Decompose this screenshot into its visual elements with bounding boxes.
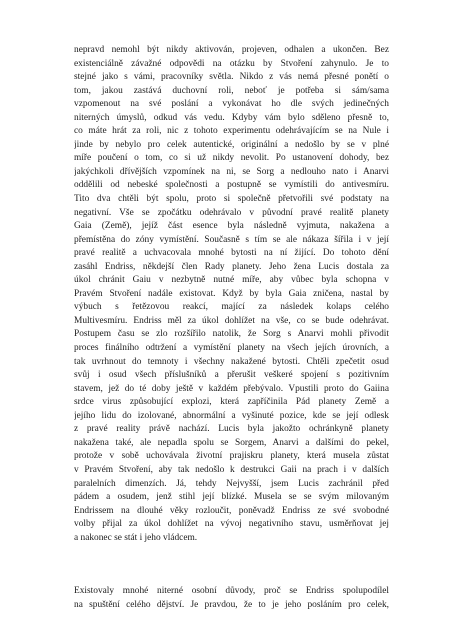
text-line: pravé realitě a uchvacovala mnohé bytosti na ní žijící. Do tohoto dění <box>74 248 389 259</box>
text-line: v Pravém Stvoření, aby tak nedošlo k destrukci Gaii na prach i v dalších <box>74 464 389 475</box>
text-line: paralelních dimenzích. Já, tehdy Nejvyšší, jsem Lucis zachránil před <box>74 478 389 489</box>
text-line: srdce virus způsobující explozi, která zapříčinila Pád planety Země a <box>74 397 389 408</box>
text-line: Gaia (Země), jejíž část esence byla následně vyjmuta, nakažena a <box>74 221 389 232</box>
text-line: míře poučení o tom, co si už nikdy nevolit. Po ustanovení dohody, bez <box>74 153 389 164</box>
text-line: Existovaly mnohé niterné osobní důvody, proč se Endriss spolupodílel <box>74 586 389 596</box>
text-line: co máte hrát za roli, nic z tohoto experimentu odehrávajícím se na Nule i <box>74 126 389 137</box>
text-line: pádem a osudem, jenž stihl její blízké. Musela se se svým milovaným <box>74 492 389 503</box>
text-line: niterných úmyslů, odkud vás vedu. Kdyby vám bylo sděleno přesně to, <box>74 112 389 123</box>
text-line: svůj i osud všech příslušníků a přerušit veškeré spojení s pozitivním <box>74 370 389 381</box>
text-line: jejího lidu do izolované, abnormální a vyšinuté pozice, kde se její odlesk <box>74 410 389 421</box>
text-line: nepravd nemohl být nikdy aktivován, projeven, odhalen a ukončen. Bez <box>74 45 389 55</box>
text-line: jinde by nebylo pro celek autentické, originální a nedošlo by se v plné <box>74 139 389 150</box>
text-line: Postupem času se zlo rozšířilo natolik, že Sorg s Anarvi mohli přivodit <box>74 329 389 340</box>
text-line: na spuštění celého dějství. Je pravdou, že to je jeho posláním pro celek, <box>74 599 389 610</box>
text-line: vzpomenout na své poslání a vykonávat ho dle svých jedinečných <box>74 99 389 110</box>
text-line: nakažena také, ale nepadla spolu se Sorgem, Anarvi a dalšími do pekel, <box>74 437 389 448</box>
text-line: stejné jako s vámi, pracovníky světla. Nikdo z vás nemá přesné ponětí o <box>74 72 389 83</box>
body-paragraph-2 <box>74 585 389 612</box>
text-line: jakýchkoli dřívějších vzpomínek na ni, se Sorg a nedlouho nato i Anarvi <box>74 166 389 177</box>
text-line: přemístěna do zóny vymístění. Současně s tím se ale nákaza šířila i v její <box>74 234 389 245</box>
text-line: stavem, jež do té doby ještě v každém přebývalo. Vpustili proto do Gaiina <box>74 383 389 394</box>
text-line: existenciálně závažné odpovědi na otázku by Stvoření zahynulo. Je to <box>74 58 389 69</box>
text-line: z pravé reality právě nachází. Lucis byla jakožto ochránkyně planety <box>74 424 389 435</box>
text-line: Pravém Stvoření nadále existovat. Když by byla Gaia zničena, nastal by <box>74 288 389 299</box>
text-line: proces finálního odtržení a vymístění planety na všech jejích úrovních, a <box>74 343 389 354</box>
text-line: zasáhl Endriss, někdejší člen Rady planety. Jeho žena Lucis dostala za <box>74 261 389 272</box>
text-line: oddělili od nebeské společnosti a postupně se vymístili do antivesmíru. <box>74 180 389 191</box>
text-line: negativní. Vše se zpočátku odehrávalo v původní pravé realitě planety <box>74 207 389 218</box>
text-line: tom, jakou zastává duchovní roli, neboť je potřeba si sám/sama <box>74 85 389 96</box>
text-line: tak uvrhnout do temnoty i všechny nakažené bytosti. Chtěli zpečetit osud <box>74 356 389 367</box>
text-line: Multivesmíru. Endriss měl za úkol dohlížet na vše, co se bude odehrávat. <box>74 315 389 326</box>
text-line: protože v sobě uchovávala životní prajiskru planety, která musela zůstat <box>74 451 389 462</box>
text-line: a nakonec se stát i jeho vládcem. <box>74 532 198 543</box>
text-line: výbuch s řetězovou reakcí, mající za následek kolaps celého <box>74 302 389 313</box>
text-line: Endrissem na dlouhé věky rozloučit, poněvadž Endriss ze své svobodné <box>74 505 389 516</box>
body-paragraph-1 <box>74 44 389 545</box>
text-line: volby přijal za úkol dohlížet na vývoj negativního stavu, usměrňovat jej <box>74 519 389 530</box>
text-line: úkol chránit Gaiu v nezbytně nutné míře, aby vůbec byla schopna v <box>74 275 389 286</box>
text-line: Tito dva chtěli být spolu, proto si společně přetvořili své podstaty na <box>74 194 389 205</box>
